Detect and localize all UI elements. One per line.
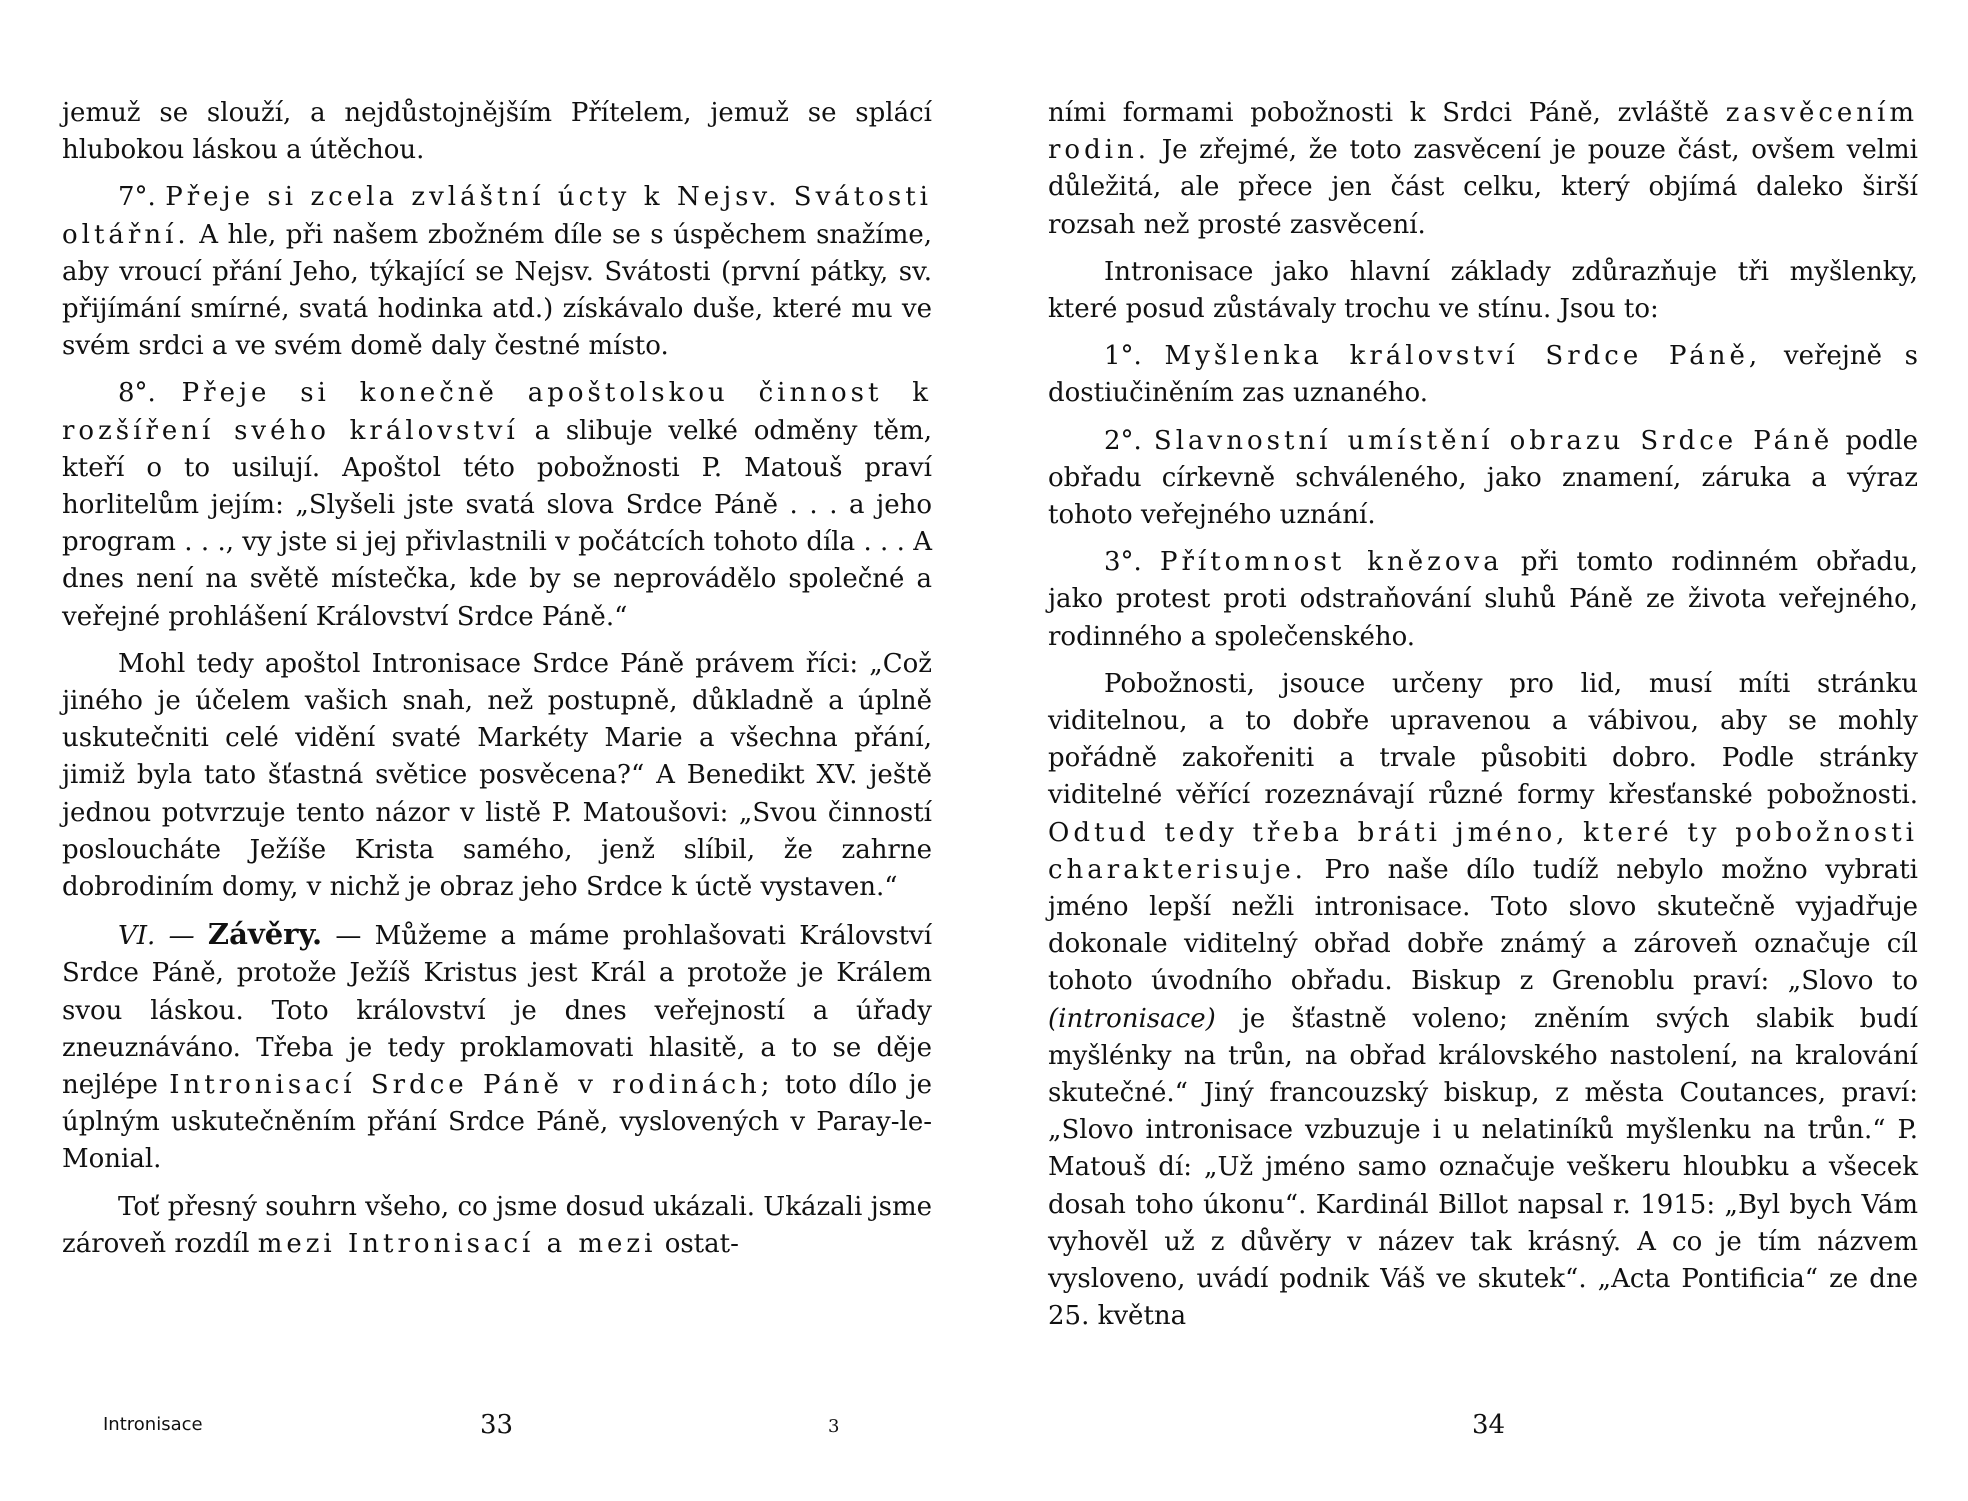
paragraph: 3°. Přítomnost knězova při tomto rodinném obřadu, jako protest proti odstraňování sluhů Páně ze života veřejného, rodinného a společenského. bbox=[1048, 547, 1919, 652]
section-title: Závěry. bbox=[207, 917, 323, 952]
right-page bbox=[1048, 95, 1918, 1346]
page-number-right: 34 bbox=[1472, 1410, 1506, 1440]
paragraph: 7°. Přeje si zcela zvláštní úcty k Nejsv. Svátosti oltářní. A hle, při našem zbožném díle se s úspěchem snažíme, aby vroucí přání Jeho, týkající se Nejsv. Svátosti (první pátky, sv. přijímání smírné, svatá hodinka atd.) získávalo duše, které mu ve svém srdci a ve svém domě daly čestné místo. bbox=[62, 182, 933, 362]
paragraph: 8°. Přeje si konečně apoštolskou činnost k rozšíření svého království a slibuje velké odměny těm, kteří o to usilují. Apoštol této pobožnosti P. Matouš praví horlitelům jejím: „Slyšeli jste svatá slova Srdce Páně . . . a jeho program . . ., vy jste si jej přivlastnili v počátcích tohoto díla . . . A dnes není na světě místečka, kde by se neprovádělo společné a veřejné prohlášení Království Srdce Páně.“ bbox=[62, 378, 933, 632]
paragraph: 2°. Slavnostní umístění obrazu Srdce Páně podle obřadu církevně schváleného, jako znamení, záruka a výraz tohoto veřejného uznání. bbox=[1048, 425, 1918, 531]
paragraph: Pobožnosti, jsouce určeny pro lid, musí míti stránku viditelnou, a to dobře upravenou a vábivou, aby se mohly pořádně zakořeniti a trvale působiti dobro. Podle stránky viditelné věřící rozeznávají různé formy křesťanské pobožnosti. Odtud tedy třeba bráti jméno, které ty pobožnosti charakterisuje. Pro naše dílo tudíž nebylo možno vybrati jméno lepší nežli intronisace. Toto slovo skutečně vyjadřuje dokonale viditelný obřad dobře známý a zároveň označuje cíl tohoto úvodního obřadu. Biskup z Grenoblu praví: „Slovo to (intronisace) je šťastně voleno; zněním svých slabik budí myšlénky na trůn, na obřad královského nastolení, na kralování skutečné.“ Jiný francouzský biskup, z města Coutances, praví: „Slovo intronisace vzbuzuje i u nelatiníků myšlenku na trůn.“ P. Matouš dí: „Už jméno samo označuje veškeru hloubku a všecek dosah toho úkonu“. Kardinál Billot napsal r. 1915: „Byl bych Vám vyhověl už z důvěry v název tak krásný. A co je tím názvem vysloveno, uvádí podnik Váš ve skutek“. „Acta Pontificia“ ze dne 25. května bbox=[1048, 668, 1919, 1332]
left-page bbox=[62, 95, 932, 1273]
page-number-left: 33 bbox=[480, 1410, 514, 1440]
paragraph: Mohl tedy apoštol Intronisace Srdce Páně právem říci: „Což jiného je účelem vašich snah, než postupně, důkladně a úplně uskutečniti celé vidění svaté Markéty Marie a všechna přání, jimiž byla tato šťastná světice posvěcena?“ A Benedikt XV. ještě jednou potvrzuje tento názor v listě P. Matoušovi: „Svou činností posloucháte Ježíše Krista samého, jenž slíbil, že zahrne dobrodiním domy, v nichž je obraz jeho Srdce k úctě vystaven.“ bbox=[62, 648, 932, 903]
section-heading-paragraph: VI. — Závěry. — Můžeme a máme prohlašovati Království Srdce Páně, protože Ježíš Kristus jest Král a protože je Králem svou láskou. Toto království je dnes veřejností a úřady zneuznáváno. Třeba je tedy proklamovati hlasitě, a to se děje nejlépe Intronisací Srdce Páně v rodinách; toto dílo je úplným uskutečněním přání Srdce Páně, vyslovených v Paray-le-Monial. bbox=[62, 917, 933, 1175]
paragraph: jemuž se slouží, a nejdůstojnějším Přítelem, jemuž se splácí hlubokou láskou a útěchou. bbox=[62, 98, 932, 166]
signature-mark: Intronisace bbox=[103, 1414, 203, 1435]
sheet-number: 3 bbox=[828, 1416, 840, 1437]
paragraph: ními formami pobožnosti k Srdci Páně, zvláště zasvěcením rodin. Je zřejmé, že toto zasvěcení je pouze část, ovšem velmi důležitá, ale přece jen část celku, který objímá daleko širší rozsah než prosté zasvěcení. bbox=[1048, 98, 1919, 240]
paragraph: Toť přesný souhrn všeho, co jsme dosud ukázali. Ukázali jsme zároveň rozdíl mezi Intronisací a mezi ostat- bbox=[62, 1191, 933, 1259]
paragraph: 1°. Myšlenka království Srdce Páně, veřejně s dostiučiněním zas uznaného. bbox=[1048, 341, 1919, 409]
paragraph: Intronisace jako hlavní základy zdůrazňuje tři myšlenky, které posud zůstávaly trochu ve stínu. Jsou to: bbox=[1048, 256, 1918, 325]
